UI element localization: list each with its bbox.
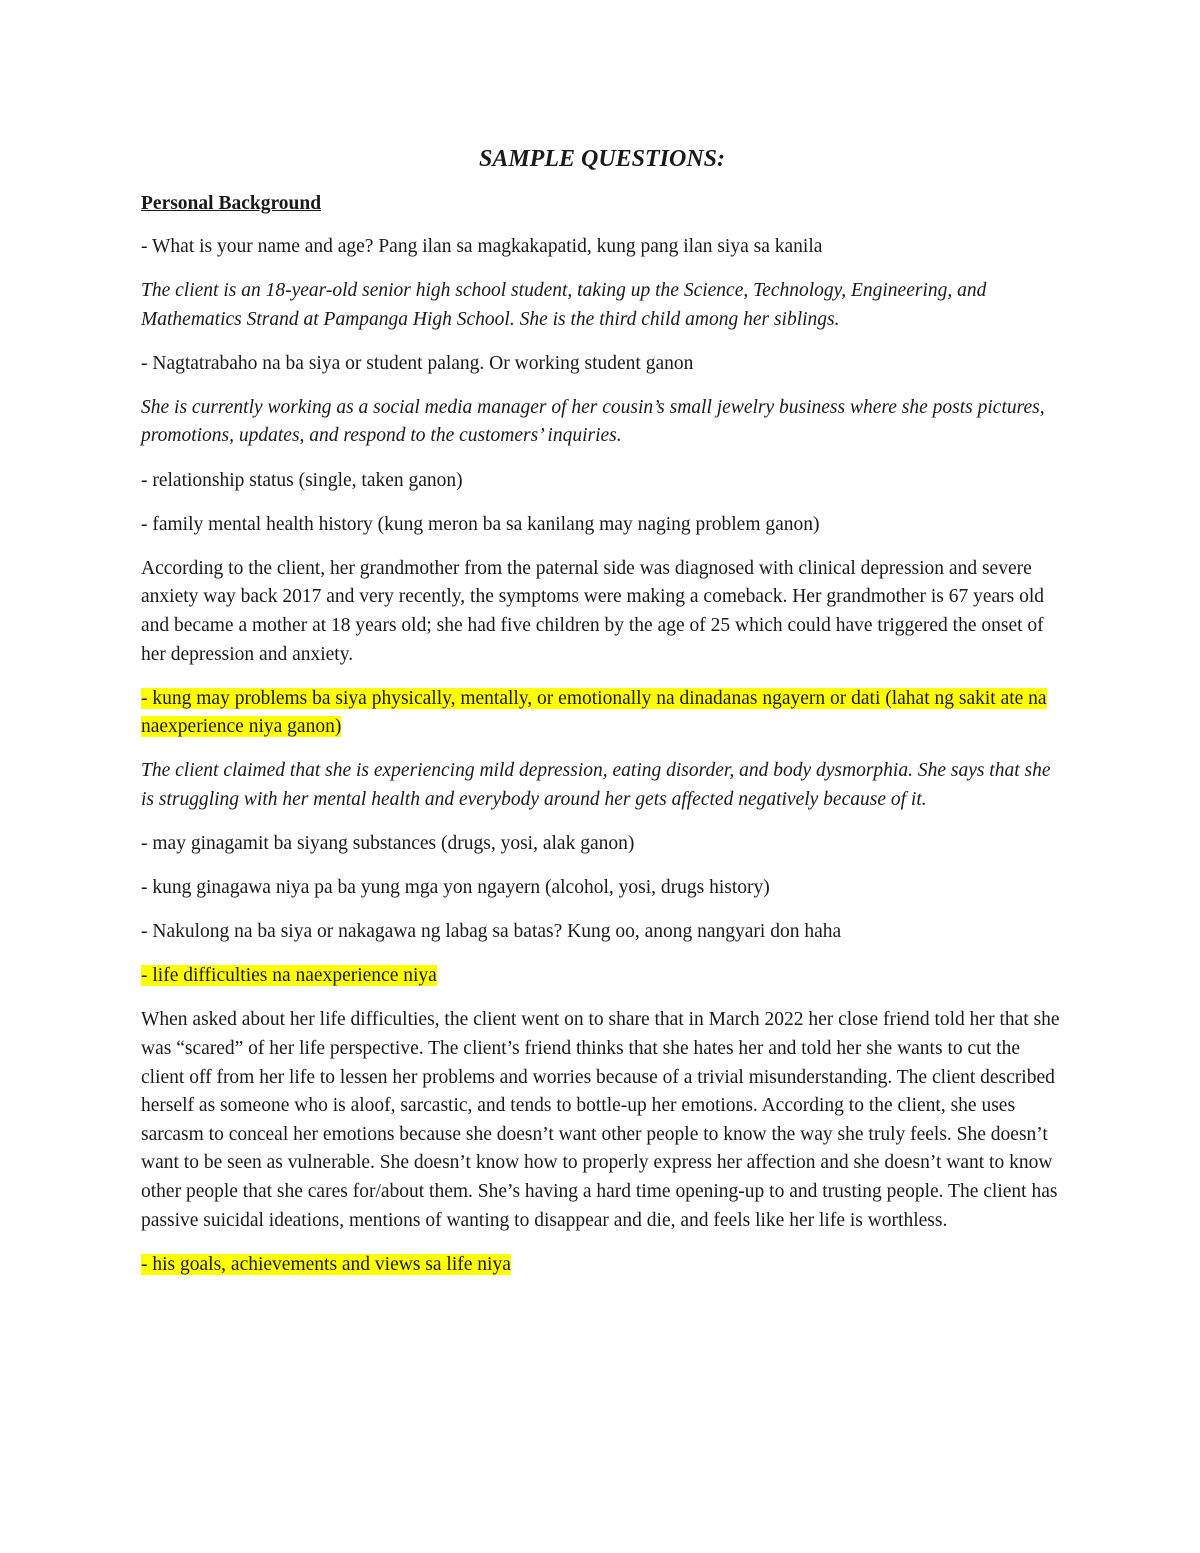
document-title: SAMPLE QUESTIONS: (478, 146, 726, 172)
document-page (141, 142, 1063, 1295)
answer: The client is an 18-year-old senior high school student, taking up the Science, Technology, Engineering, and Mathematics Strand at Pampanga High School. She is the third child among her siblings. (141, 280, 987, 330)
section-heading: Personal Background (141, 193, 322, 214)
highlighted-text: - kung may problems ba siya physically, mentally, or emotionally na dinadanas ngayern or dati (lahat ng sakit ate na naexperience niya ganon) (141, 687, 1047, 738)
question: - family mental health history (kung meron ba sa kanilang may naging problem ganon) (141, 513, 820, 535)
highlighted-text: - life difficulties na naexperience niya (141, 965, 437, 987)
question: - relationship status (single, taken ganon) (141, 469, 463, 491)
question: - kung ginagawa niya pa ba yung mga yon ngayern (alcohol, yosi, drugs history) (141, 877, 770, 899)
answer: According to the client, her grandmother from the paternal side was diagnosed with clinical depression and severe anxiety way back 2017 and very recently, the symptoms were making a comeback. Her grandmother is 67 years old and became a mother at 18 years old; she had five children by the age of 25 which could have triggered the onset of her depression and anxiety. (141, 557, 1045, 665)
highlighted-question (141, 962, 1063, 991)
question: - Nagtatrabaho na ba siya or student palang. Or working student ganon (141, 352, 694, 374)
highlighted-text: - his goals, achievements and views sa life niya (141, 1253, 511, 1275)
answer: When asked about her life difficulties, the client went on to share that in March 2022 her close friend told her that she was “scared” of her life perspective. The client’s friend thinks that she hates her and told her she wants to cut the client off from her life to lessen her problems and worries because of a trivial misunderstanding. The client described herself as someone who is aloof, sarcastic, and tends to bottle-up her emotions. According to the client, she uses sarcasm to conceal her emotions because she doesn’t want other people to know the way she truly feels. She doesn’t want to be seen as vulnerable. She doesn’t know how to properly express her affection and she doesn’t want to know other people that she cares for/about them. She’s having a hard time opening-up to and trusting people. The client has passive suicidal ideations, mentions of wanting to disappear and die, and feels like her life is worthless. (141, 1009, 1060, 1231)
highlighted-question (141, 685, 1063, 742)
answer: The client claimed that she is experiencing mild depression, eating disorder, and body dysmorphia. She says that she is struggling with her mental health and everybody around her gets affected negatively because of it. (141, 760, 1051, 810)
highlighted-question (141, 1251, 1063, 1280)
question: - may ginagamit ba siyang substances (drugs, yosi, alak ganon) (141, 833, 635, 854)
question (141, 233, 1063, 262)
question-text: - What is your name and age? Pang ilan sa magkakapatid, kung pang ilan siya sa kanila (141, 236, 823, 257)
answer: She is currently working as a social media manager of her cousin’s small jewelry business where she posts pictures, promotions, updates, and respond to the customers’ inquiries. (141, 396, 1045, 447)
question: - Nakulong na ba siya or nakagawa ng labag sa batas? Kung oo, anong nangyari don haha (141, 921, 842, 943)
